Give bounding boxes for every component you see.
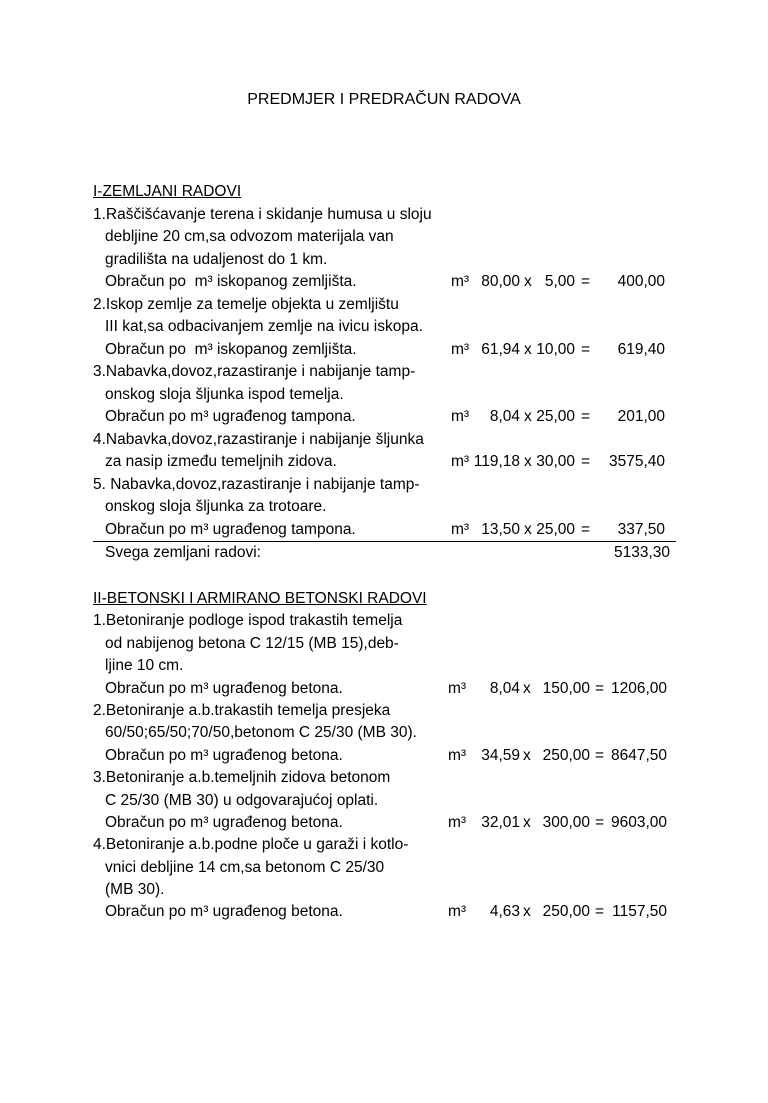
quantity: 119,18 <box>473 453 520 470</box>
calc-row <box>0 271 768 294</box>
times-sign: x <box>524 520 532 538</box>
times-sign: x <box>523 746 531 764</box>
section-heading <box>0 181 768 204</box>
item-line: C 25/30 (MB 30) u odgovarajućoj oplati. <box>105 791 379 809</box>
calc-description: Obračun po m³ ugrađenog betona. <box>105 813 343 831</box>
quantity: 80,00 <box>481 273 520 290</box>
item-line: 60/50;65/50;70/50,betonom C 25/30 (MB 30). <box>105 724 417 742</box>
section-heading <box>0 588 768 610</box>
equals-sign: = <box>595 813 605 831</box>
unit-price: 10,00 <box>536 340 575 358</box>
item-line: od nabijenog betona C 12/15 (MB 15),deb- <box>105 634 399 652</box>
times-sign: x <box>524 340 532 358</box>
times-sign: x <box>523 679 531 697</box>
equals-sign: = <box>581 408 591 425</box>
item-line: 2.Iskop zemlje za temelje objekta u zemljištu <box>93 295 399 313</box>
amount: 9603,00 <box>610 813 667 831</box>
unit-label: m³ <box>451 520 470 538</box>
unit-label: m³ <box>451 340 470 358</box>
unit-price: 30,00 <box>536 453 575 470</box>
calc-description: Obračun po m³ ugrađenog tampona. <box>105 520 356 538</box>
equals-sign: = <box>595 679 605 697</box>
amount: 3575,40 <box>608 453 665 470</box>
equals-sign: = <box>581 340 591 358</box>
quantity: 61,94 <box>481 340 520 358</box>
unit-price: 25,00 <box>536 520 575 538</box>
equals-sign: = <box>595 746 605 764</box>
amount: 1206,00 <box>610 679 667 697</box>
calc-description: Obračun po m³ ugrađenog tampona. <box>105 408 356 425</box>
amount: 1157,50 <box>612 903 667 921</box>
unit-label: m³ <box>448 903 467 921</box>
subtotal-label: Svega zemljani radovi: <box>105 544 261 561</box>
unit-label: m³ <box>451 408 470 425</box>
subtotal-amount: 5133,30 <box>613 544 670 561</box>
unit-price: 25,00 <box>536 408 575 425</box>
item-line: debljine 20 cm,sa odvozom materijala van <box>105 228 394 245</box>
unit-label: m³ <box>451 453 470 470</box>
section-zemljani-radovi <box>0 181 768 565</box>
quantity: 34,59 <box>481 746 520 764</box>
item-line: gradilišta na udaljenost do 1 km. <box>105 250 328 268</box>
calc-row <box>0 678 768 700</box>
unit-price: 5,00 <box>544 273 575 290</box>
item-line: 1.Betoniranje podloge ispod trakastih temelja <box>93 612 403 630</box>
item-line: ljine 10 cm. <box>105 657 184 675</box>
section-betonski-radovi <box>0 588 768 924</box>
quantity: 8,04 <box>489 408 520 425</box>
times-sign: x <box>524 408 532 425</box>
item-line: 2.Betoniranje a.b.trakastih temelja presjeka <box>93 701 391 719</box>
item-line: 3.Nabavka,dovoz,razastiranje i nabijanje tamp- <box>93 363 416 380</box>
calc-description: Obračun po m³ ugrađenog betona. <box>105 679 343 697</box>
item-line: 1.Raščišćavanje terena i skidanje humusa u sloju <box>93 205 432 223</box>
calc-row <box>0 451 768 474</box>
item-line: 4.Betoniranje a.b.podne ploče u garaži i kotlo- <box>93 836 409 854</box>
calc-description: Obračun po m³ iskopanog zemljišta. <box>105 273 357 290</box>
quantity: 8,04 <box>489 679 520 697</box>
amount: 201,00 <box>617 408 665 425</box>
unit-label: m³ <box>448 813 467 831</box>
item-line: (MB 30). <box>105 881 165 899</box>
item-line: onskog sloja šljunka ispod temelja. <box>105 385 344 403</box>
unit-label: m³ <box>451 273 470 290</box>
unit-price: 250,00 <box>542 746 590 764</box>
unit-label: m³ <box>448 679 467 697</box>
quantity: 32,01 <box>481 813 520 831</box>
amount: 8647,50 <box>610 746 667 764</box>
calc-row <box>0 519 768 542</box>
calc-row <box>0 406 768 429</box>
times-sign: x <box>523 813 531 831</box>
item-line: 4.Nabavka,dovoz,razastiranje i nabijanje šljunka <box>93 430 424 448</box>
document-title: PREDMJER I PREDRAČUN RADOVA <box>247 91 521 108</box>
amount: 400,00 <box>617 273 665 290</box>
calc-description: Obračun po m³ ugrađenog betona. <box>105 746 343 764</box>
calc-description: za nasip između temeljnih zidova. <box>105 453 337 470</box>
amount: 619,40 <box>617 340 665 358</box>
equals-sign: = <box>581 520 591 538</box>
times-sign: x <box>524 273 532 290</box>
section-heading-text: I-ZEMLJANI RADOVI <box>93 183 242 200</box>
equals-sign: = <box>595 903 605 921</box>
calc-row <box>0 745 768 767</box>
equals-sign: = <box>581 273 591 290</box>
amount: 337,50 <box>617 520 665 538</box>
item-line: 5. Nabavka,dovoz,razastiranje i nabijanje tamp- <box>93 475 420 493</box>
calc-row <box>0 901 768 923</box>
calc-row <box>0 812 768 834</box>
times-sign: x <box>523 903 531 921</box>
times-sign: x <box>524 453 532 470</box>
equals-sign: = <box>581 453 591 470</box>
unit-label: m³ <box>448 746 467 764</box>
calc-row <box>0 339 768 362</box>
item-line: 3.Betoniranje a.b.temeljnih zidova betonom <box>93 769 391 787</box>
quantity: 13,50 <box>481 520 520 538</box>
item-line: III kat,sa odbacivanjem zemlje na ivicu iskopa. <box>105 318 423 335</box>
unit-price: 250,00 <box>542 903 590 921</box>
calc-description: Obračun po m³ iskopanog zemljišta. <box>105 340 357 358</box>
subtotal-row <box>0 542 768 565</box>
item-line: vnici debljine 14 cm,sa betonom C 25/30 <box>105 858 385 876</box>
section-heading-text: II-BETONSKI I ARMIRANO BETONSKI RADOVI <box>93 590 427 607</box>
calc-description: Obračun po m³ ugrađenog betona. <box>105 903 343 921</box>
unit-price: 300,00 <box>542 813 590 831</box>
unit-price: 150,00 <box>542 679 590 697</box>
quantity: 4,63 <box>489 903 520 921</box>
item-line: onskog sloja šljunka za trotoare. <box>105 498 327 515</box>
